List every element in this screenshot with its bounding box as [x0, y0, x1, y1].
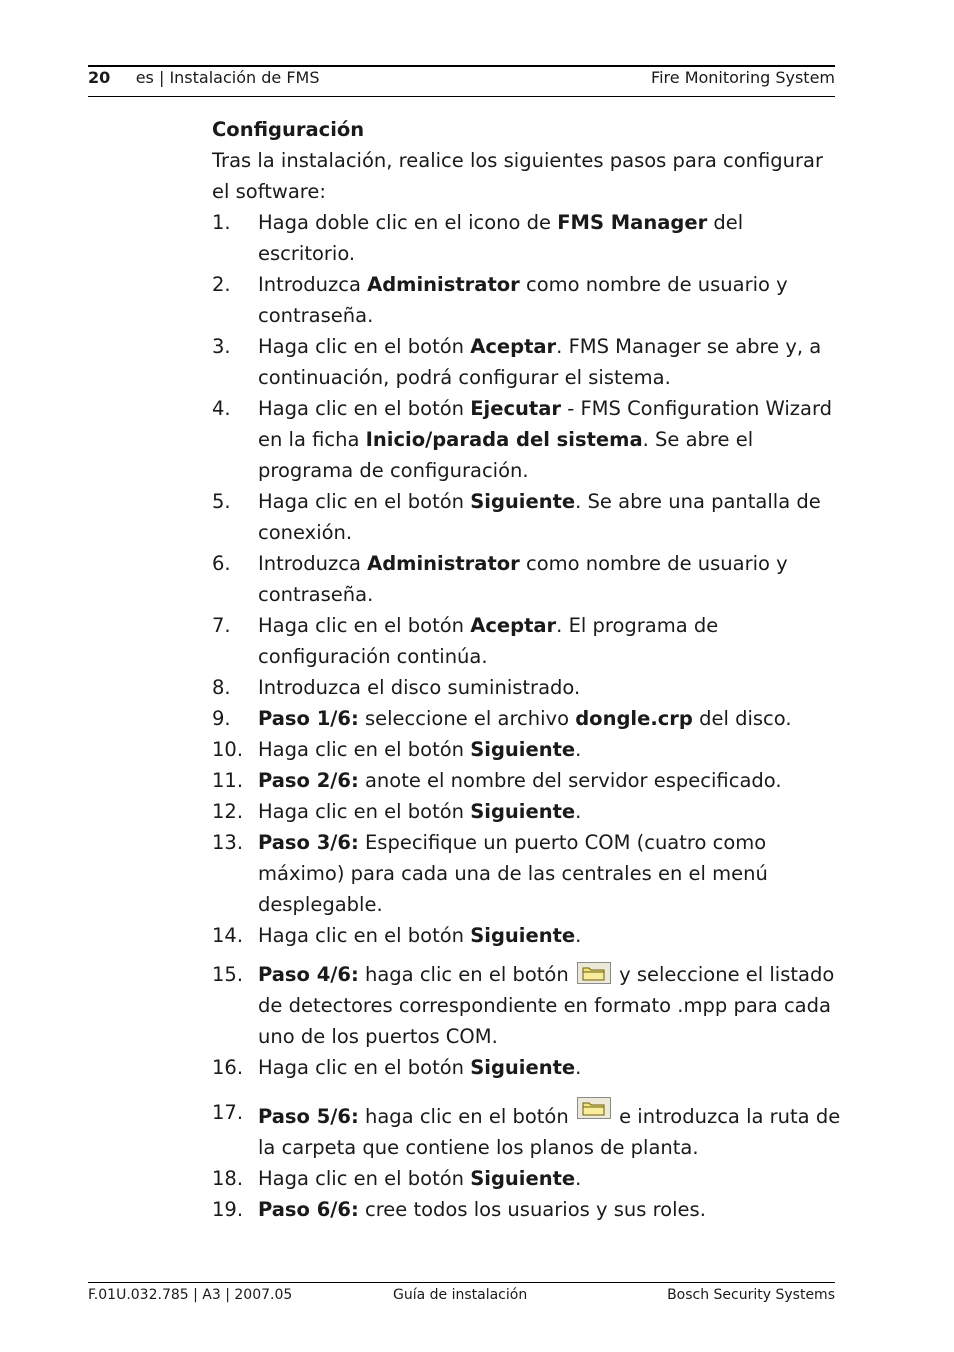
header-product: Fire Monitoring System — [651, 68, 835, 87]
step-16: 16. Haga clic en el botón Siguiente. — [212, 1056, 582, 1079]
footer-doc-type: Guía de instalación — [393, 1287, 528, 1303]
step-14: 14. Haga clic en el botón Siguiente. — [212, 924, 582, 947]
step-7: 7. Haga clic en el botón Aceptar. El programa de configuración continúa. — [212, 614, 719, 668]
page-number: 20 — [88, 68, 111, 87]
folder-icon — [577, 1097, 611, 1119]
step-10: 10. Haga clic en el botón Siguiente. — [212, 738, 582, 761]
main-content — [212, 114, 842, 1225]
section-heading: Configuración — [212, 118, 365, 141]
step-19: 19. Paso 6/6: cree todos los usuarios y sus roles. — [212, 1198, 706, 1221]
steps-list — [212, 207, 842, 1225]
step-5: 5. Haga clic en el botón Siguiente. Se abre una pantalla de conexión. — [212, 490, 821, 544]
page-footer — [88, 1286, 835, 1304]
step-1: 1. Haga doble clic en el icono de FMS Manager del escritorio. — [212, 211, 744, 265]
footer-doc-id: F.01U.032.785 | A3 | 2007.05 — [88, 1287, 293, 1303]
step-3: 3. Haga clic en el botón Aceptar. FMS Manager se abre y, a continuación, podrá configurar el sistema. — [212, 335, 822, 389]
header-left — [88, 68, 319, 88]
step-4: 4. Haga clic en el botón Ejecutar - FMS Configuration Wizard en la ficha Inicio/parada del sistema. Se abre el programa de configuración. — [212, 397, 833, 482]
header-bottom-rule — [88, 96, 835, 97]
step-2: 2. Introduzca Administrator como nombre de usuario y contraseña. — [212, 273, 788, 327]
footer-rule — [88, 1282, 835, 1283]
step-12: 12. Haga clic en el botón Siguiente. — [212, 800, 582, 823]
step-6: 6. Introduzca Administrator como nombre de usuario y contraseña. — [212, 552, 788, 606]
step-8: 8. Introduzca el disco suministrado. — [212, 676, 581, 699]
footer-company: Bosch Security Systems — [667, 1287, 835, 1303]
folder-icon — [577, 962, 611, 984]
header-section: es | Instalación de FMS — [135, 68, 320, 87]
step-11: 11. Paso 2/6: anote el nombre del servidor especificado. — [212, 769, 782, 792]
step-17: 17. Paso 5/6: haga clic en el botón e introduzca la ruta de la carpeta que contiene los planos de planta. — [212, 1097, 842, 1163]
intro-paragraph: Tras la instalación, realice los siguientes pasos para configurar el software: — [212, 149, 824, 203]
step-15: 15. Paso 4/6: haga clic en el botón y seleccione el listado de detectores correspondiente en formato .mpp para cada uno de los puertos COM. — [212, 963, 835, 1048]
header-top-rule — [88, 65, 835, 67]
page-header — [88, 68, 835, 88]
step-13: 13. Paso 3/6: Especifique un puerto COM (cuatro como máximo) para cada una de las centrales en el menú desplegable. — [212, 831, 768, 916]
step-9: 9. Paso 1/6: seleccione el archivo dongle.crp del disco. — [212, 707, 792, 730]
step-18: 18. Haga clic en el botón Siguiente. — [212, 1167, 582, 1190]
